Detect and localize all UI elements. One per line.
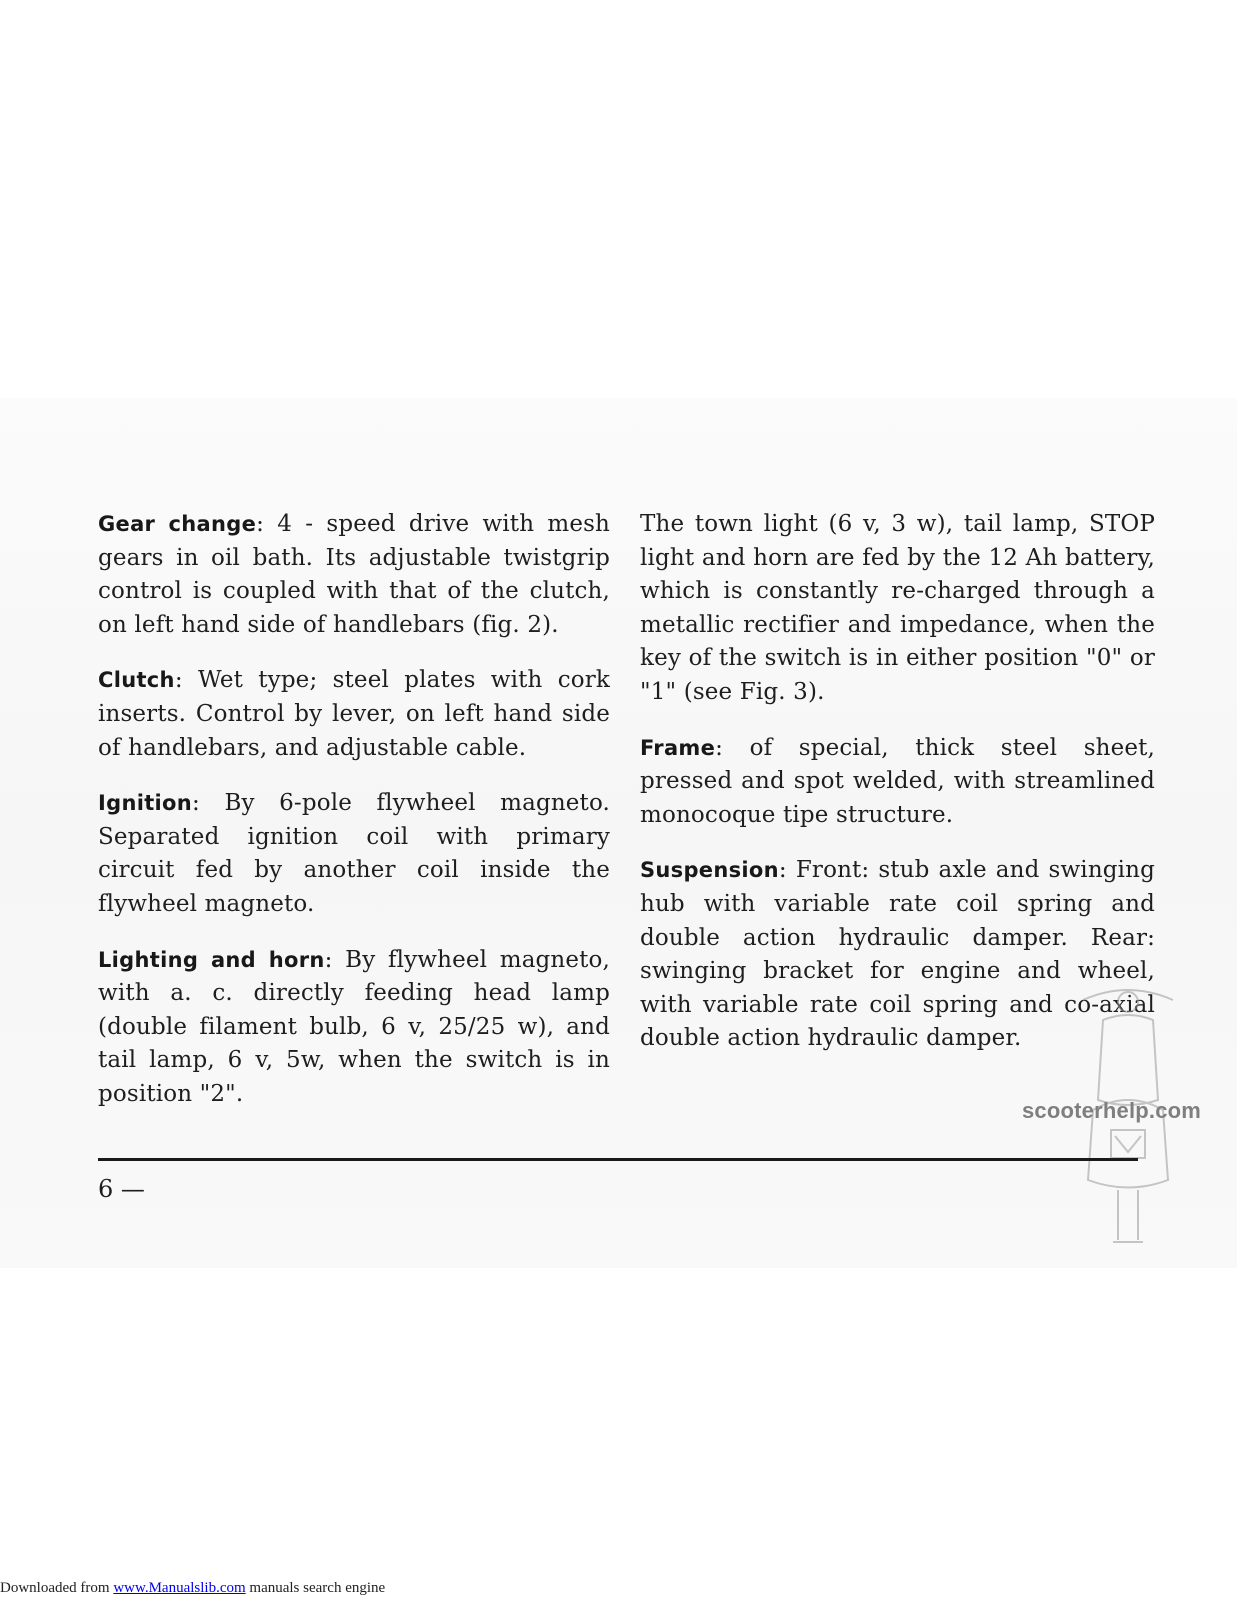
- footer-prefix: Downloaded from: [0, 1580, 114, 1596]
- left-column: [98, 508, 610, 1134]
- spec-label: Frame: [640, 735, 716, 760]
- label-separator: :: [715, 734, 724, 761]
- label-separator: :: [778, 857, 787, 884]
- spec-ignition: [98, 787, 610, 921]
- manualslib-link[interactable]: www.Manualslib.com: [113, 1580, 246, 1596]
- footer: [0, 1580, 385, 1597]
- spec-text: Front: stub axle and swinging hub with variable rate coil spring and double action hydraulic damper. Rear: swinging bracket for engine and wheel, with variable rate coil spring and co-axial double action hydraulic damper.: [640, 857, 1155, 1052]
- page-number: 6 —: [98, 1175, 145, 1203]
- spec-text: Wet type; steel plates with cork inserts. Control by lever, on left hand side of handlebars, and adjustable cable.: [98, 667, 610, 761]
- spec-gear-change: [98, 508, 610, 642]
- spec-frame: [640, 732, 1155, 833]
- spec-label: Suspension: [640, 858, 779, 883]
- spec-label: Gear change: [98, 512, 257, 536]
- spec-lighting-and-horn: [98, 944, 610, 1112]
- label-separator: :: [192, 790, 200, 817]
- spec-clutch: [98, 664, 610, 765]
- spec-town-light: [640, 508, 1155, 710]
- spec-text: The town light (6 v, 3 w), tail lamp, STOP light and horn are fed by the 12 Ah battery, which is constantly re-charged through a metallic rectifier and impedance, when the key of the switch is in either position "0" or "1" (see Fig. 3).: [640, 511, 1155, 705]
- horizontal-rule: [98, 1158, 1138, 1161]
- spec-label: Ignition: [98, 791, 193, 816]
- label-separator: :: [174, 667, 183, 694]
- label-separator: :: [256, 511, 265, 537]
- spec-text: of special, thick steel sheet, pressed and spot welded, with streamlined monocoque tipe structure.: [640, 734, 1156, 828]
- spec-text: 4 - speed drive with mesh gears in oil bath. Its adjustable twistgrip control is coupled with that of the clutch, on left hand side of handlebars (fig. 2).: [98, 511, 610, 638]
- spec-label: Lighting and horn: [98, 947, 325, 972]
- label-separator: :: [324, 946, 333, 973]
- spec-text: By flywheel magneto, with a. c. directly feeding head lamp (double filament bulb, 6 v, 25/25 w), and tail lamp, 6 v, 5w, when the switch is in position "2".: [98, 946, 611, 1107]
- spec-text: By 6-pole flywheel magneto. Separated ignition coil with primary circuit fed by another coil inside the flywheel magneto.: [98, 790, 610, 917]
- watermark-text: scooterhelp.com: [1022, 1098, 1202, 1123]
- spec-label: Clutch: [98, 668, 175, 693]
- footer-suffix: manuals search engine: [245, 1580, 386, 1596]
